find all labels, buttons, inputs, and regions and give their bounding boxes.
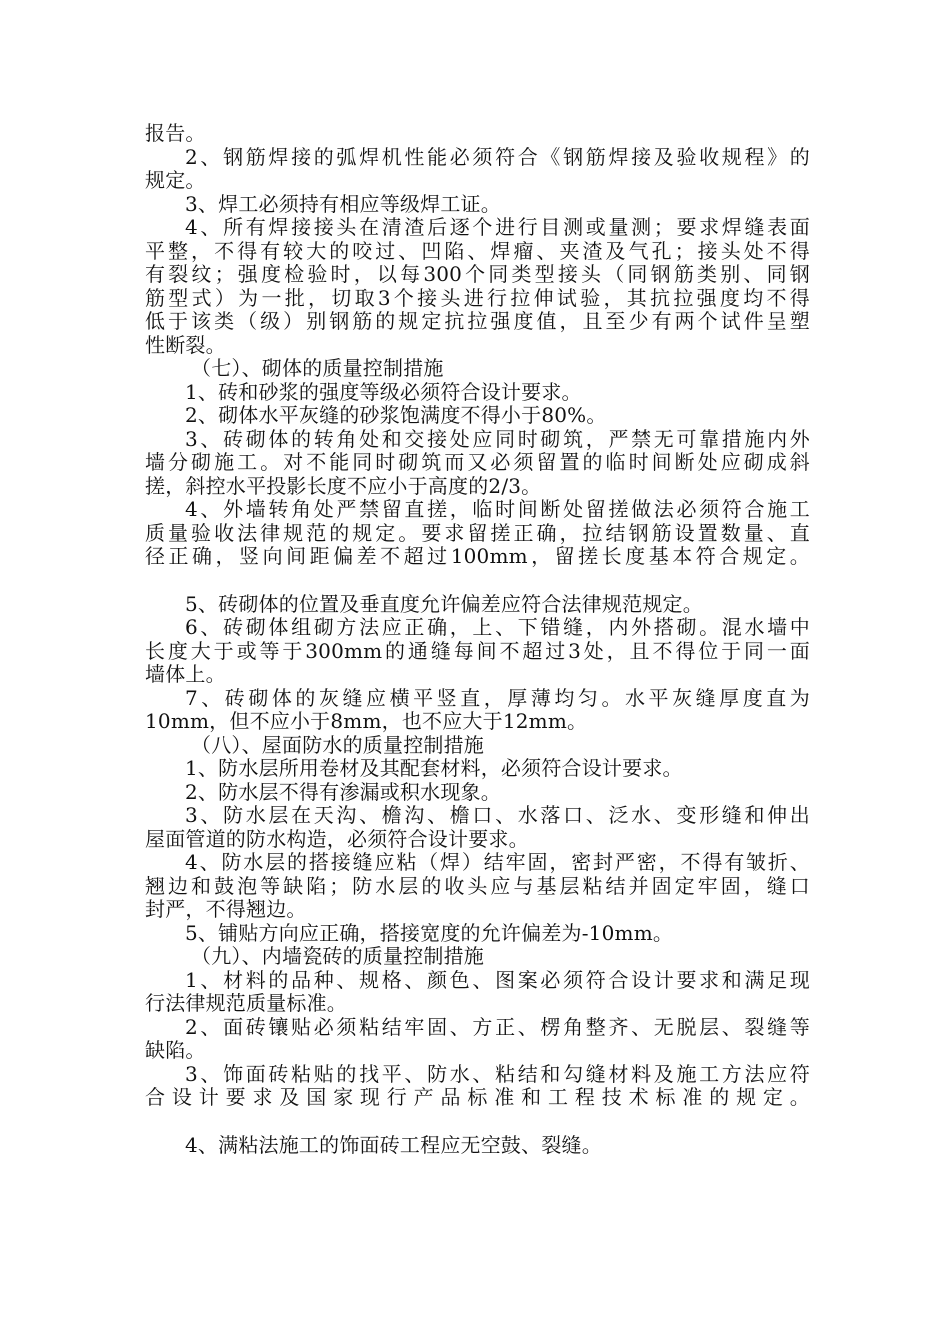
paragraph-line: 3、防水层在天沟、檐沟、檐口、水落口、泛水、变形缝和伸出 bbox=[185, 804, 810, 827]
paragraph-line: 长度大于或等于300mm的通缝每间不超过3处，且不得位于同一面 bbox=[145, 639, 810, 663]
paragraph-line: 质量验收法律规范的规定。要求留搓正确，拉结钢筋设置数量、直 bbox=[145, 521, 810, 545]
paragraph-line: 3、饰面砖粘贴的找平、防水、粘结和勾缝材料及施工方法应符 bbox=[185, 1062, 810, 1086]
paragraph-line: 7、砖砌体的灰缝应横平竖直，厚薄均匀。水平灰缝厚度直为 bbox=[185, 686, 810, 710]
paragraph-line: 墙体上。 bbox=[145, 663, 226, 686]
section-heading: （八）、屋面防水的质量控制措施 bbox=[191, 733, 484, 757]
paragraph-line: 3、砖砌体的转角处和交接处应同时砌筑，严禁无可靠措施内外 bbox=[185, 427, 810, 451]
paragraph-line: 屋面管道的防水构造，必须符合设计要求。 bbox=[145, 827, 529, 851]
paragraph-line: 低于该类（级）别钢筋的规定抗拉强度值，且至少有两个试件呈塑 bbox=[145, 310, 810, 333]
paragraph-line: 2、面砖镶贴必须粘结牢固、方正、楞角整齐、无脱层、裂缝等 bbox=[185, 1015, 810, 1039]
paragraph-line: 规定。 bbox=[145, 169, 206, 192]
paragraph-line: 报告。 bbox=[145, 122, 206, 145]
section-heading: （七）、砌体的质量控制措施 bbox=[191, 357, 444, 380]
paragraph-line: 5、砖砌体的位置及垂直度允许偏差应符合法律规范规定。 bbox=[185, 592, 703, 616]
paragraph-line: 6、砖砌体组砌方法应正确，上、下错缝，内外搭砌。混水墙中 bbox=[185, 616, 810, 639]
paragraph-line: 3、焊工必须持有相应等级焊工证。 bbox=[185, 192, 501, 216]
paragraph-line: 1、材料的品种、规格、颜色、图案必须符合设计要求和满足现 bbox=[185, 968, 810, 992]
paragraph-line: 翘边和鼓泡等缺陷；防水层的收头应与基层粘结并固定牢固，缝口 bbox=[145, 874, 810, 898]
paragraph-gap bbox=[145, 569, 810, 593]
paragraph-gap bbox=[145, 1110, 810, 1134]
paragraph-line: 搓，斜控水平投影长度不应小于高度的2/3。 bbox=[145, 474, 542, 498]
document-body bbox=[145, 122, 810, 1157]
paragraph-line: 缺陷。 bbox=[145, 1039, 206, 1062]
paragraph-line: 1、防水层所用卷材及其配套材料，必须符合设计要求。 bbox=[185, 757, 683, 780]
paragraph-line: 4、满粘法施工的饰面砖工程应无空鼓、裂缝。 bbox=[185, 1133, 602, 1157]
paragraph-line: 2、钢筋焊接的弧焊机性能必须符合《钢筋焊接及验收规程》的 bbox=[185, 145, 810, 169]
paragraph-line: 径正确，竖向间距偏差不超过100mm，留搓长度基本符合规定。 bbox=[145, 545, 810, 568]
paragraph-line: 行法律规范质量标准。 bbox=[145, 992, 347, 1015]
paragraph-line: 墙分砌施工。对不能同时砌筑而又必须留置的临时间断处应砌成斜 bbox=[145, 451, 810, 474]
paragraph-line: 1、砖和砂浆的强度等级必须符合设计要求。 bbox=[185, 380, 582, 404]
paragraph-line: 4、所有焊接接头在清渣后逐个进行目测或量测；要求焊缝表面 bbox=[185, 216, 810, 239]
paragraph-line: 2、砌体水平灰缝的砂浆饱满度不得小于80%。 bbox=[185, 404, 607, 427]
paragraph-line: 封严，不得翘边。 bbox=[145, 898, 307, 921]
paragraph-line: 10mm，但不应小于8mm，也不应大于12mm。 bbox=[145, 710, 588, 733]
paragraph-line: 5、铺贴方向应正确，搭接宽度的允许偏差为-10mm。 bbox=[185, 921, 674, 945]
paragraph-line: 2、防水层不得有渗漏或积水现象。 bbox=[185, 780, 501, 804]
paragraph-line: 筋型式）为一批，切取3个接头进行拉伸试验，其抗拉强度均不得 bbox=[145, 286, 810, 310]
paragraph-line: 平整，不得有较大的咬过、凹陷、焊瘤、夹渣及气孔；接头处不得 bbox=[145, 239, 810, 263]
paragraph-line: 合设计要求及国家现行产品标准和工程技术标准的规定。 bbox=[145, 1086, 810, 1109]
paragraph-line: 4、防水层的搭接缝应粘（焊）结牢固，密封严密，不得有皱折、 bbox=[185, 851, 810, 874]
paragraph-line: 4、外墙转角处严禁留直搓，临时间断处留搓做法必须符合施工 bbox=[185, 498, 810, 521]
section-heading: （九）、内墙瓷砖的质量控制措施 bbox=[191, 945, 484, 968]
paragraph-line: 性断裂。 bbox=[145, 333, 226, 357]
paragraph-line: 有裂纹；强度检验时，以每300个同类型接头（同钢筋类别、同钢 bbox=[145, 263, 810, 286]
